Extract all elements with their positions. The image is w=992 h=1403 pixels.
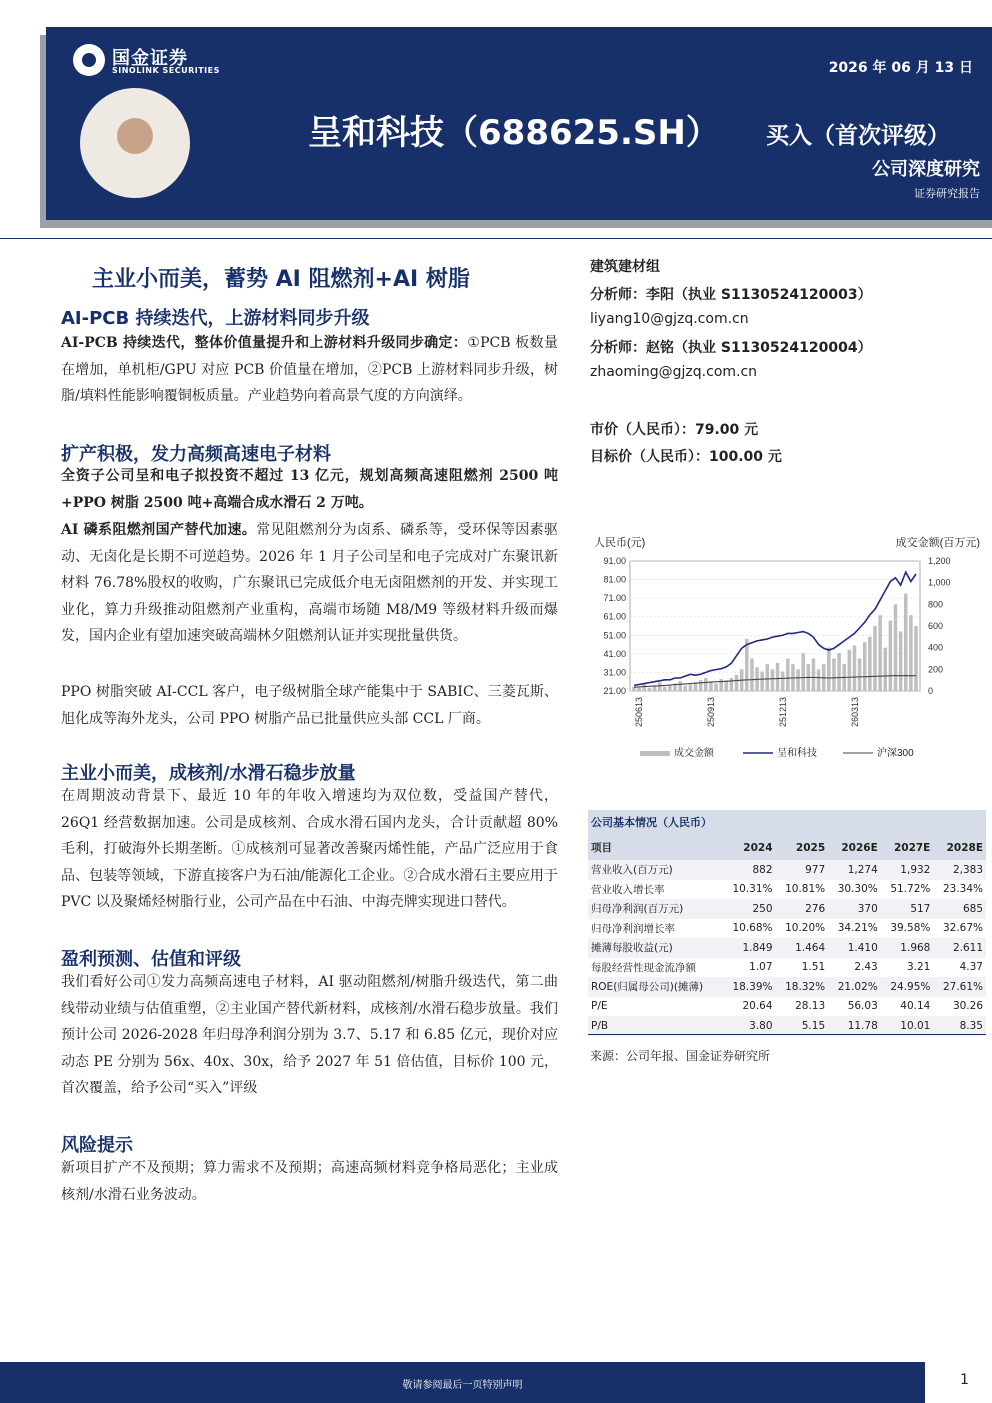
section-heading-1: AI-PCB 持续迭代，上游材料同步升级: [61, 308, 370, 329]
volume-bar: [735, 675, 739, 691]
table-cell: 40.14: [900, 1000, 931, 1013]
section-2-para-2: [61, 517, 558, 650]
table-header-cell: 2026E: [828, 835, 881, 860]
logo-cn: 国金证券: [112, 48, 188, 69]
volume-bar: [781, 672, 785, 692]
section-3-paragraph: 在周期波动背景下、最近 10 年的年收入增速均为双位数，受益国产替代，26Q1 经营数据加速。公司是成核剂、合成水滑石国内龙头，合计贡献超 80%毛利，打破海外长期垄断。①成核剂可显著改善聚丙烯性能，产品广泛应用于食品、包装等领域，下游直接客户为石油/能源化工企业。②合成水滑石主要应用于 PVC 以及聚烯烃树脂行业，公司产品在中石油、中海壳牌实现进口替代。: [61, 788, 558, 911]
volume-bar: [658, 682, 662, 691]
table-cell: 3.80: [723, 1016, 776, 1036]
table-cell: 1.51: [801, 961, 826, 974]
table-cell: 51.72%: [890, 883, 931, 896]
volume-bar: [637, 688, 641, 691]
chart-left-tick-label: 61.00: [603, 611, 626, 622]
analyst-2-email[interactable]: zhaoming@gjzq.com.cn: [590, 364, 758, 380]
volume-bar: [796, 669, 800, 691]
volume-bar: [663, 687, 667, 691]
table-cell: 882: [723, 860, 776, 880]
section-1-paragraph: [61, 330, 558, 410]
table-cell: 4.37: [959, 961, 983, 974]
table-cell: 10.81%: [785, 883, 826, 896]
volume-bar: [837, 653, 841, 691]
volume-bar: [914, 626, 918, 691]
table-cell: 30.30%: [837, 883, 878, 896]
volume-bar: [817, 669, 821, 691]
table-cell: 1.464: [776, 938, 829, 958]
table-cell: 977: [776, 860, 829, 880]
table-cell: 2,383: [933, 860, 986, 880]
volume-bar: [883, 648, 887, 691]
table-cell: 685: [933, 899, 986, 919]
industry-group: 建筑建材组: [590, 259, 660, 275]
chart-right-tick-label: 800: [928, 599, 944, 610]
market-price: 市价（人民币）：79.00 元: [590, 422, 759, 438]
table-source: 来源：公司年报、国金证券研究所: [590, 1049, 771, 1063]
volume-bar: [684, 686, 688, 691]
volume-bar: [827, 648, 831, 691]
table-cell: 23.34%: [942, 883, 983, 896]
report-subtype: 证券研究报告: [914, 187, 980, 200]
page-number: 1: [960, 1372, 969, 1388]
table-cell: 30.26: [952, 1000, 983, 1013]
volume-bar: [730, 678, 734, 691]
table-cell: 21.02%: [828, 977, 881, 997]
section-1-body: ①PCB 板数量在增加，单机柜/GPU 对应 PCB 价值量在增加，②PCB 上游材料同步升级，树脂/填料性能影响覆铜板质量。产业趋势向着高景气度的方向演绎。: [61, 335, 558, 405]
chart-x-tick-label: 250613: [634, 697, 644, 728]
volume-bar: [750, 659, 754, 692]
table-cell: 11.78: [828, 1016, 881, 1036]
table-cell: 1.968: [881, 938, 934, 958]
chart-left-tick-label: 31.00: [603, 667, 626, 678]
table-header-row: [588, 835, 986, 860]
section-5-paragraph: 新项目扩产不及预期；算力需求不及预期；高速高频材料竞争格局恶化；主业成核剂/水滑石业务波动。: [61, 1160, 558, 1203]
section-4-paragraph: 我们看好公司①发力高频高速电子材料，AI 驱动阻燃剂/树脂升级迭代，第二曲线带动业绩与估值重塑，②主业国产替代新材料，成核剂/水滑石稳步放量。我们预计公司 2026-2028 年归母净利润分别为 3.7、5.17 和 6.85 亿元，现价对应动态 PE 分别为 56x、40x、30x，给予 2027 年 51 倍估值，目标价 100 元，首次覆盖，给予公司“买入”评级: [61, 974, 558, 1097]
company-title: 呈和科技（688625.SH）: [308, 113, 720, 153]
logo-icon: [73, 44, 105, 76]
analyst-2: 分析师：赵铭（执业 S1130524120004）: [590, 340, 872, 356]
volume-bar: [714, 683, 718, 691]
volume-bar: [678, 681, 682, 691]
volume-bar: [832, 659, 836, 692]
table-cell: 归母净利润增长率: [591, 922, 675, 935]
table-cell: 20.64: [742, 1000, 773, 1013]
chart-left-tick-label: 71.00: [603, 593, 626, 604]
table-row: [588, 1016, 986, 1036]
chart-right-tick-label: 400: [928, 642, 944, 653]
table-title: 公司基本情况（人民币）: [588, 810, 986, 835]
chart-right-tick-label: 1,200: [928, 556, 951, 566]
chart-left-tick-label: 41.00: [603, 648, 626, 659]
qr-center-logo-icon: [117, 118, 153, 154]
chart-right-tick-label: 0: [928, 686, 934, 696]
volume-bar: [776, 663, 780, 691]
volume-bar: [848, 650, 852, 691]
section-heading-4: 盈利预测、估值和评级: [61, 949, 241, 970]
table-header-cell: 2025: [776, 835, 829, 860]
section-heading-2: 扩产积极，发力高频高速电子材料: [61, 444, 331, 465]
table-cell: 10.68%: [732, 922, 773, 935]
report-type: 公司深度研究: [872, 159, 980, 180]
chart-left-tick-label: 51.00: [603, 630, 626, 641]
volume-bar: [745, 639, 749, 691]
chart-x-tick-label: 251213: [778, 697, 788, 728]
volume-bar: [786, 659, 790, 692]
volume-bar: [642, 685, 646, 692]
table-row: [588, 977, 986, 997]
volume-bar: [689, 685, 693, 692]
table-row: [588, 997, 986, 1017]
table-cell: 摊薄每股收益(元): [588, 938, 723, 958]
header-divider: [0, 238, 992, 239]
analyst-1-email[interactable]: liyang10@gjzq.com.cn: [590, 311, 749, 327]
table-cell: 56.03: [847, 1000, 878, 1013]
table-header-cell: 2028E: [933, 835, 986, 860]
table-cell: 24.95%: [881, 977, 934, 997]
volume-bar: [889, 621, 893, 691]
section-2-para-2-lead: AI 磷系阻燃剂国产替代加速。: [61, 522, 257, 538]
report-title: 主业小而美，蓄势 AI 阻燃剂+AI 树脂: [92, 267, 470, 292]
table-cell: 39.58%: [890, 922, 931, 935]
table-cell: 34.21%: [837, 922, 878, 935]
table-row: [588, 899, 986, 919]
table-cell: 250: [723, 899, 776, 919]
section-heading-3: 主业小而美，成核剂/水滑石稳步放量: [61, 763, 356, 784]
section-2-para-2-body: 常见阻燃剂分为卤系、磷系等，受环保等因素驱动、无卤化是长期不可逆趋势。2026 年 1 月子公司呈和电子完成对广东聚讯新材料 76.78%股权的收购，广东聚讯已完成低介电无卤阻燃剂的开发、并实现工业化，算力升级推动阻燃剂产业重构，高端市场随 M8/M9 等级材料升级而爆发，国内企业有望加速突破高端林夕阻燃剂认证并实现批量供货。: [61, 522, 558, 645]
table-row: [588, 860, 986, 880]
table-cell: P/E: [591, 1000, 608, 1013]
chart-right-tick-label: 600: [928, 621, 944, 631]
table-cell: 1.07: [749, 961, 773, 974]
section-heading-5: 风险提示: [61, 1135, 133, 1156]
chart-left-axis-label: 人民币(元): [594, 537, 646, 549]
volume-bar: [873, 626, 877, 691]
volume-bar: [894, 604, 898, 691]
logo-en: SINOLINK SECURITIES: [112, 66, 220, 75]
table-cell: 32.67%: [942, 922, 983, 935]
volume-bar: [699, 680, 703, 691]
chart-left-tick-label: 21.00: [603, 686, 626, 696]
table-cell: 3.21: [906, 961, 931, 974]
volume-bar: [760, 672, 764, 692]
price-chart: [588, 528, 986, 768]
volume-bar: [771, 669, 775, 691]
chart-x-tick-label: 260313: [850, 697, 860, 728]
legend-volume-label: 成交金额: [674, 748, 714, 759]
volume-bar: [766, 664, 770, 691]
analyst-1: 分析师：李阳（执业 S1130524120003）: [590, 287, 872, 303]
volume-bar: [858, 659, 862, 692]
table-cell: 10.31%: [732, 883, 773, 896]
volume-bar: [909, 615, 913, 691]
section-2-para-3: PPO 树脂突破 AI-CCL 客户，电子级树脂全球产能集中于 SABIC、三菱瓦斯、旭化成等海外龙头，公司 PPO 树脂产品已批量供应头部 CCL 厂商。: [61, 684, 558, 727]
table-cell: 28.13: [795, 1000, 826, 1013]
table-cell: 5.15: [776, 1016, 829, 1036]
table-header-cell: 2027E: [881, 835, 934, 860]
chart-x-tick-label: 250913: [706, 697, 716, 728]
legend-stock-label: 呈和科技: [777, 748, 817, 759]
table-cell: 18.39%: [723, 977, 776, 997]
chart-right-tick-label: 200: [928, 664, 944, 675]
table-row: [588, 919, 986, 939]
table-cell: 2.43: [854, 961, 878, 974]
volume-bar: [863, 642, 867, 691]
volume-bar: [801, 653, 805, 691]
chart-left-tick-label: 91.00: [603, 556, 626, 566]
table-cell: 营业收入增长率: [591, 883, 665, 896]
chart-right-tick-label: 1,000: [928, 577, 951, 588]
table-cell: 1.849: [723, 938, 776, 958]
volume-bar: [812, 659, 816, 692]
table-row: [588, 880, 986, 900]
table-cell: 每股经营性现金流净额: [591, 961, 696, 974]
table-row: [588, 958, 986, 978]
table-row: [588, 938, 986, 958]
table-cell: 1,274: [828, 860, 881, 880]
volume-bar: [648, 688, 652, 691]
report-date: 2026 年 06 月 13 日: [828, 60, 973, 76]
table-cell: 27.61%: [933, 977, 986, 997]
footer-disclaimer[interactable]: 敬请参阅最后一页特别声明: [402, 1380, 523, 1391]
table-cell: 归母净利润(百万元): [588, 899, 723, 919]
table-cell: 276: [776, 899, 829, 919]
table-cell: 517: [881, 899, 934, 919]
table-cell: 370: [828, 899, 881, 919]
table-cell: 2.611: [933, 938, 986, 958]
table-cell: 18.32%: [776, 977, 829, 997]
financial-table: [588, 835, 986, 1036]
volume-bar: [899, 631, 903, 691]
table-cell: 10.01: [881, 1016, 934, 1036]
table-header-cell: 2024: [723, 835, 776, 860]
table-cell: 8.35: [933, 1016, 986, 1036]
legend-volume-swatch: [640, 751, 670, 756]
table-cell: 1.410: [828, 938, 881, 958]
table-cell: ROE(归属母公司)(摊薄): [588, 977, 723, 997]
table-cell: 营业收入(百万元): [588, 860, 723, 880]
target-price: 目标价（人民币）：100.00 元: [590, 449, 782, 465]
chart-left-tick-label: 81.00: [603, 574, 626, 585]
legend-index-label: 沪深300: [877, 748, 914, 759]
table-bottom-rule: [588, 1034, 986, 1035]
table-cell: 1,932: [881, 860, 934, 880]
chart-right-axis-label: 成交金额(百万元): [895, 537, 980, 549]
volume-bar: [853, 646, 857, 692]
volume-bar: [719, 679, 723, 691]
rating: 买入（首次评级）: [766, 123, 950, 149]
volume-bar: [904, 594, 908, 692]
table-cell: P/B: [588, 1016, 723, 1036]
table-cell: 10.20%: [785, 922, 826, 935]
table-header-cell: 项目: [588, 835, 723, 860]
section-1-lead: AI-PCB 持续迭代，整体价值量提升和上游材料升级同步确定：: [61, 335, 468, 351]
volume-bar: [704, 678, 708, 691]
volume-bar: [868, 637, 872, 691]
section-2-para-1: 全资子公司呈和电子拟投资不超过 13 亿元，规划高频高速阻燃剂 2500 吨+PPO 树脂 2500 吨+高端合成水滑石 2 万吨。: [61, 468, 558, 511]
volume-bar: [878, 615, 882, 691]
